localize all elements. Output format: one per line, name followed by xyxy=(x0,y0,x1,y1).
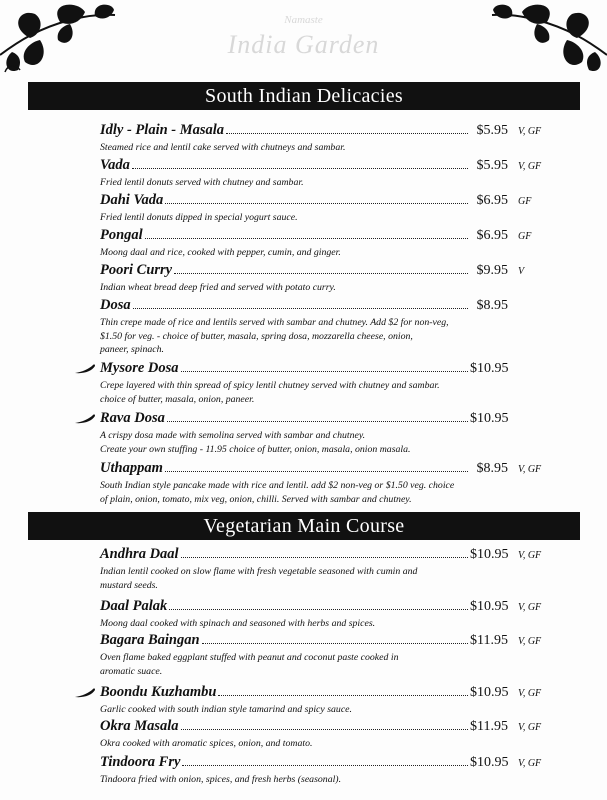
item-price: $6.95 xyxy=(476,193,508,208)
faded-restaurant-title: India Garden xyxy=(227,30,380,59)
menu-item xyxy=(100,546,570,592)
dot-leader xyxy=(165,471,468,472)
dot-leader xyxy=(218,695,468,696)
menu-item xyxy=(100,297,570,357)
item-description: Crepe layered with thin spread of spicy lentil chutney served with chutney and sambar. choice of butter, masala, onion, paneer. xyxy=(100,380,440,405)
item-price: $5.95 xyxy=(476,123,508,138)
dot-leader xyxy=(182,765,468,766)
item-price: $11.95 xyxy=(470,633,508,648)
faded-subtitle: Namaste xyxy=(284,14,323,26)
menu-item xyxy=(100,632,570,678)
item-description: Moong daal cooked with spinach and seasoned with herbs and spices. xyxy=(100,618,376,629)
item-description: Indian lentil cooked on slow flame with fresh vegetable seasoned with cumin and mustard seeds. xyxy=(100,566,418,591)
chili-pepper-icon xyxy=(74,687,96,699)
leaf-vine-right-decoration xyxy=(487,0,607,80)
menu-item xyxy=(100,410,570,456)
item-diet-tags: GF xyxy=(518,231,532,242)
item-diet-tags: GF xyxy=(518,196,532,207)
item-description: Indian wheat bread deep fried and served with potato curry. xyxy=(100,282,336,293)
dot-leader xyxy=(167,421,468,422)
dot-leader xyxy=(226,133,468,134)
item-price: $11.95 xyxy=(470,719,508,734)
menu-item xyxy=(100,460,570,506)
dot-leader xyxy=(165,203,468,204)
item-price: $10.95 xyxy=(470,685,509,700)
item-diet-tags: V, GF xyxy=(518,161,542,172)
dot-leader xyxy=(181,371,468,372)
item-diet-tags: V, GF xyxy=(518,758,542,769)
item-name: Poori Curry xyxy=(100,262,173,278)
item-name: Idly - Plain - Masala xyxy=(100,122,225,138)
item-price: $5.95 xyxy=(476,158,508,173)
menu-item xyxy=(100,227,570,260)
dot-leader xyxy=(174,273,468,274)
item-description: Fried lentil donuts dipped in special yogurt sauce. xyxy=(100,212,298,223)
item-diet-tags: V, GF xyxy=(518,550,542,561)
dot-leader xyxy=(133,308,468,309)
item-diet-tags: V, GF xyxy=(518,636,542,647)
item-name: Dahi Vada xyxy=(100,192,164,208)
item-price: $10.95 xyxy=(470,599,509,614)
item-diet-tags: V, GF xyxy=(518,126,542,137)
item-name: Tindoora Fry xyxy=(100,754,181,770)
item-name: Rava Dosa xyxy=(100,410,165,426)
item-diet-tags: V, GF xyxy=(518,602,542,613)
item-price: $8.95 xyxy=(476,461,508,476)
item-description: Thin crepe made of rice and lentils served with sambar and chutney. Add $2 for non-veg, $1.50 for veg. - choice of butter, masala, spring dosa, mozzarella cheese, onion, paneer, spinach. xyxy=(100,317,449,355)
item-name: Uthappam xyxy=(100,460,163,476)
item-name: Mysore Dosa xyxy=(100,360,179,376)
item-price: $10.95 xyxy=(470,547,509,562)
item-description: A crispy dosa made with semolina served with sambar and chutney. Create your own stuffing - 11.95 choice of butter, onion, masala, onion masala. xyxy=(100,430,411,455)
menu-item xyxy=(100,157,570,190)
dot-leader xyxy=(181,729,468,730)
section-header-south-indian: South Indian Delicacies xyxy=(28,82,580,110)
item-description: Okra cooked with aromatic spices, onion, and tomato. xyxy=(100,738,313,749)
dot-leader xyxy=(181,557,468,558)
item-name: Pongal xyxy=(100,227,143,243)
section-header-vegetarian-main: Vegetarian Main Course xyxy=(28,512,580,540)
item-description: Moong daal and rice, cooked with pepper, cumin, and ginger. xyxy=(100,247,341,258)
dot-leader xyxy=(132,168,468,169)
menu-item xyxy=(100,262,570,295)
dot-leader xyxy=(145,238,468,239)
chili-pepper-icon xyxy=(74,363,96,375)
dot-leader xyxy=(202,643,468,644)
item-diet-tags: V, GF xyxy=(518,464,542,475)
menu-item xyxy=(100,122,570,155)
item-name: Daal Palak xyxy=(100,598,168,614)
menu-item xyxy=(100,192,570,225)
item-name: Okra Masala xyxy=(100,718,179,734)
chili-pepper-icon xyxy=(74,413,96,425)
item-price: $6.95 xyxy=(476,228,508,243)
item-price: $10.95 xyxy=(470,361,509,376)
item-price: $10.95 xyxy=(470,755,509,770)
item-description: South Indian style pancake made with rice and lentil. add $2 non-veg or $1.50 veg. choice of plain, onion, tomato, mix veg, onion, chilli. Served with sambar and chutney. xyxy=(100,480,455,505)
item-name: Boondu Kuzhambu xyxy=(100,684,217,700)
dot-leader xyxy=(169,609,468,610)
item-diet-tags: V xyxy=(518,266,525,277)
item-description: Fried lentil donuts served with chutney and sambar. xyxy=(100,177,304,188)
menu-item xyxy=(100,360,570,406)
item-diet-tags: V, GF xyxy=(518,688,542,699)
item-description: Tindoora fried with onion, spices, and fresh herbs (seasonal). xyxy=(100,774,342,785)
item-name: Vada xyxy=(100,157,130,173)
item-name: Andhra Daal xyxy=(100,546,179,562)
item-price: $9.95 xyxy=(476,263,508,278)
item-price: $10.95 xyxy=(470,411,509,426)
menu-item xyxy=(100,718,570,751)
leaf-vine-left-decoration xyxy=(0,0,120,80)
item-price: $8.95 xyxy=(476,298,508,313)
item-description: Garlic cooked with south indian style tamarind and spicy sauce. xyxy=(100,704,352,715)
item-name: Dosa xyxy=(100,297,131,313)
menu-item xyxy=(100,754,570,787)
menu-item xyxy=(100,598,570,631)
item-description: Oven flame baked eggplant stuffed with peanut and coconut paste cooked in aromatic suace. xyxy=(100,652,399,677)
item-diet-tags: V, GF xyxy=(518,722,542,733)
item-description: Steamed rice and lentil cake served with chutneys and sambar. xyxy=(100,142,346,153)
menu-item xyxy=(100,684,570,717)
item-name: Bagara Baingan xyxy=(100,632,200,648)
